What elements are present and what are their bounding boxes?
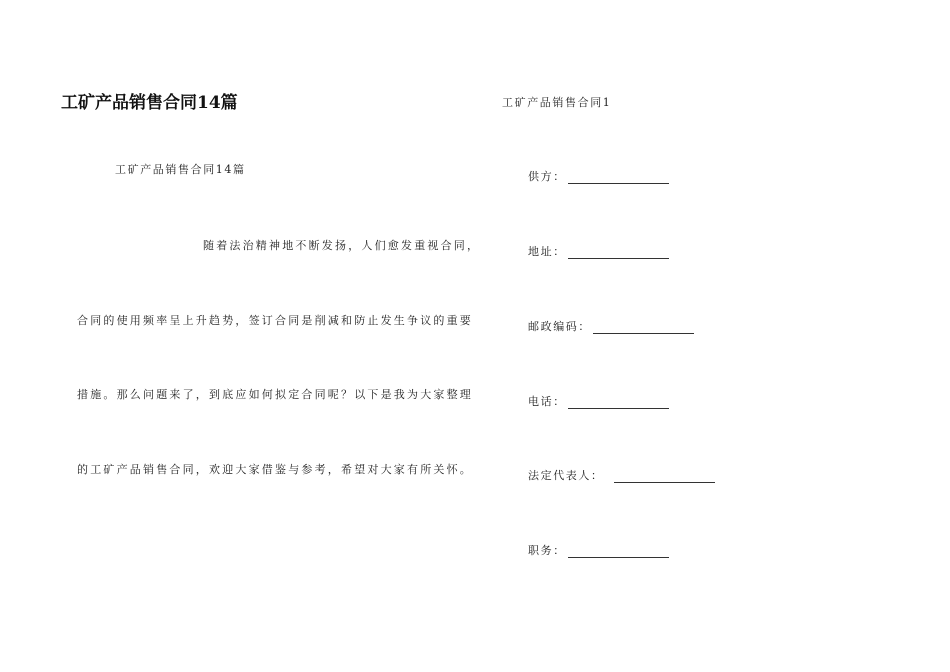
fill-in-blank xyxy=(614,469,715,483)
fill-in-blank xyxy=(568,245,669,259)
document-subtitle: 工矿产品销售合同14篇 xyxy=(115,163,246,176)
field-label: 邮政编码： xyxy=(528,320,591,333)
contract-field-postal-code xyxy=(528,318,694,334)
fill-in-blank xyxy=(593,320,694,334)
contract-field-phone xyxy=(528,393,669,409)
contract-field-position xyxy=(528,542,669,558)
paragraph-line: 合同的使用频率呈上升趋势，签订合同是削减和防止发生争议的重要 xyxy=(77,314,473,327)
field-label: 电话： xyxy=(528,395,566,408)
paragraph-line: 措施。那么问题来了，到底应如何拟定合同呢？以下是我为大家整理 xyxy=(77,388,473,401)
field-label: 供方： xyxy=(528,170,566,183)
page-title: 工矿产品销售合同14篇 xyxy=(61,93,238,113)
contract-field-supplier xyxy=(528,168,669,184)
field-label: 职务： xyxy=(528,544,566,557)
field-label: 地址： xyxy=(528,245,566,258)
fill-in-blank xyxy=(568,395,669,409)
field-label: 法定代表人： xyxy=(528,469,604,482)
paragraph-line: 的工矿产品销售合同，欢迎大家借鉴与参考，希望对大家有所关怀。 xyxy=(77,463,473,476)
contract-field-legal-representative xyxy=(528,467,715,483)
fill-in-blank xyxy=(568,170,669,184)
fill-in-blank xyxy=(568,544,669,558)
paragraph-line: 随着法治精神地不断发扬，人们愈发重视合同， xyxy=(203,239,481,252)
contract-heading: 工矿产品销售合同1 xyxy=(502,96,612,109)
contract-field-address xyxy=(528,243,669,259)
